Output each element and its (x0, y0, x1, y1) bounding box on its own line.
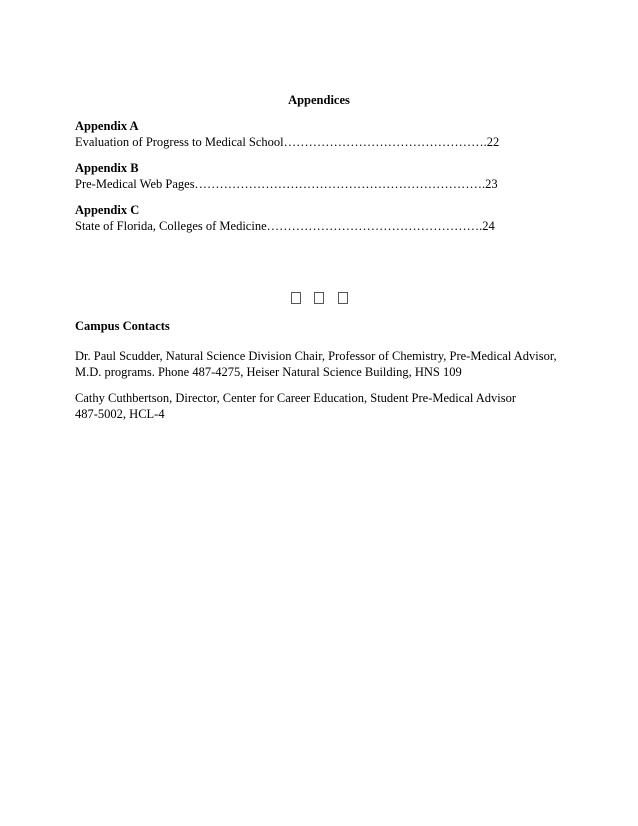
contact-line: M.D. programs. Phone 487-4275, Heiser Natural Science Building, HNS 109 (75, 365, 462, 379)
appendix-title: Appendix B (75, 161, 139, 175)
appendix-title: Appendix C (75, 203, 140, 217)
appendix-entry-a (75, 118, 555, 150)
contact-entry (75, 390, 575, 422)
campus-contacts-heading: Campus Contacts (75, 319, 170, 333)
divider-box-icon (291, 292, 301, 304)
contact-line: Cathy Cuthbertson, Director, Center for Career Education, Student Pre-Medical Advisor (75, 391, 517, 405)
contact-entry (75, 348, 575, 380)
contact-line: 487-5002, HCL-4 (75, 407, 165, 421)
divider-box-icon (338, 292, 348, 304)
divider-box-icon (314, 292, 324, 304)
contact-line: Dr. Paul Scudder, Natural Science Division Chair, Professor of Chemistry, Pre-Medical Advisor, (75, 349, 557, 363)
appendix-entry-c (75, 202, 555, 234)
appendix-toc-line: Evaluation of Progress to Medical School………………………………………….22 (75, 135, 500, 149)
section-divider (0, 290, 638, 306)
appendix-title: Appendix A (75, 119, 139, 133)
appendix-toc-line: Pre-Medical Web Pages…………………………………………………………….23 (75, 177, 498, 191)
appendices-heading: Appendices (288, 93, 350, 107)
appendix-entry-b (75, 160, 555, 192)
appendix-toc-line: State of Florida, Colleges of Medicine…………………………………………….24 (75, 219, 495, 233)
